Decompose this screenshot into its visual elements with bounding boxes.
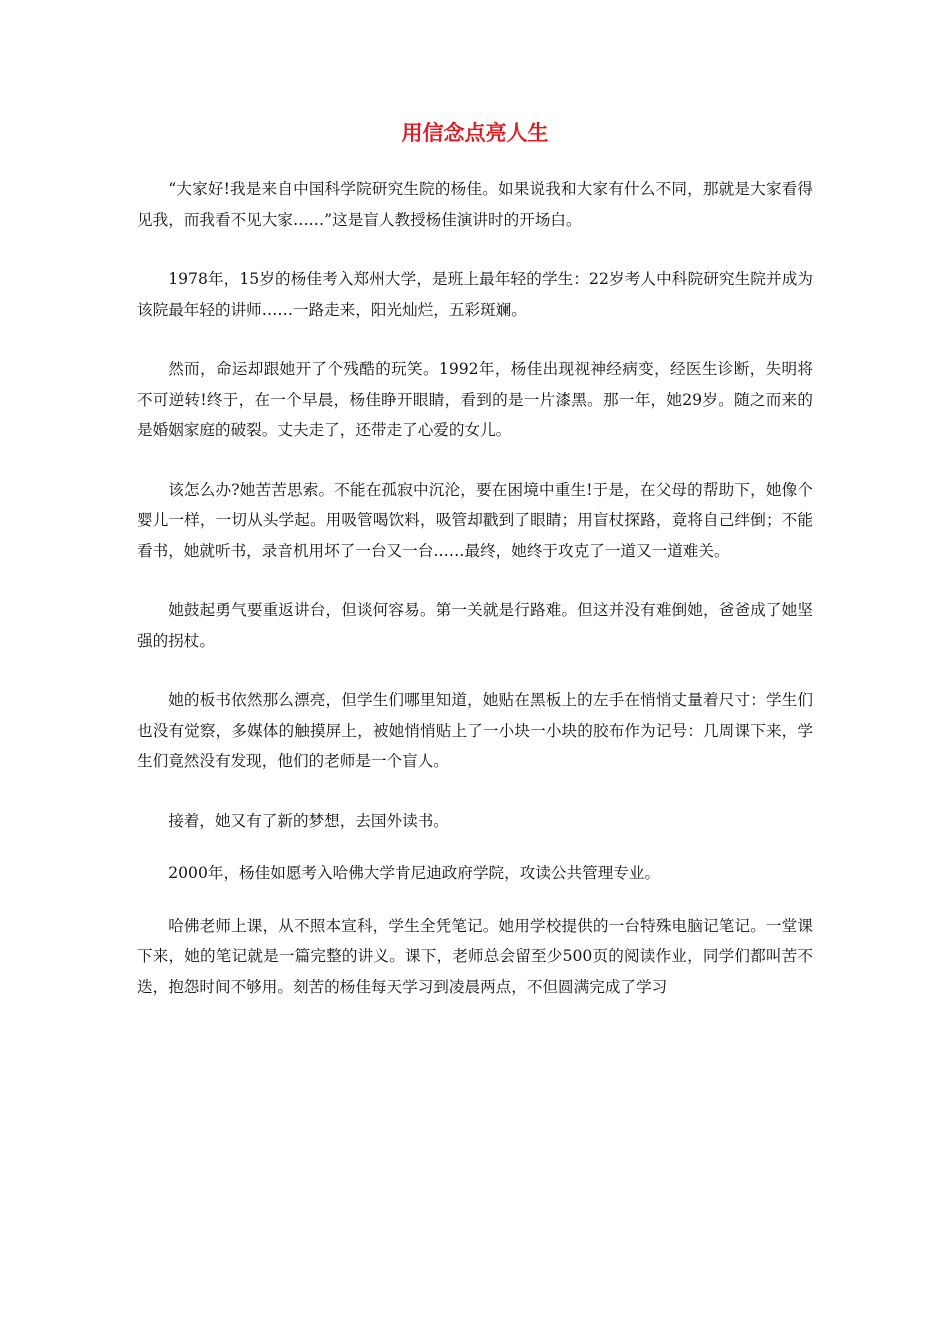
paragraph: 接着，她又有了新的梦想，去国外读书。 <box>168 811 449 830</box>
paragraph: 该怎么办?她苦苦思索。不能在孤寂中沉沦，要在困境中重生!于是，在父母的帮助下，她像个婴儿一样，一切从头学起。用吸管喝饮料，吸管却戳到了眼睛；用盲杖探路，竟将自己绊倒；不能看书，她就听书，录音机用坏了一台又一台……最终，她终于攻克了一道又一道难关。 <box>137 480 813 560</box>
paragraph: “大家好!我是来自中国科学院研究生院的杨佳。如果说我和大家有什么不同，那就是大家看得见我，而我看不见大家……”这是盲人教授杨佳演讲时的开场白。 <box>137 180 813 229</box>
document-title: 用信念点亮人生 <box>401 121 549 145</box>
paragraph: 1978年，15岁的杨佳考入郑州大学，是班上最年轻的学生：22岁考人中科院研究生院并成为该院最年轻的讲师……一路走来，阳光灿烂，五彩斑斓。 <box>137 270 813 319</box>
paragraph: 然而，命运却跟她开了个残酷的玩笑。1992年，杨佳出现视神经病变，经医生诊断，失明将不可逆转!终于，在一个早晨，杨佳睁开眼睛，看到的是一片漆黑。那一年，她29岁。随之而来的是婚姻家庭的破裂。丈夫走了，还带走了心爱的女儿。 <box>137 360 813 439</box>
paragraph: 哈佛老师上课，从不照本宣科，学生全凭笔记。她用学校提供的一台特殊电脑记笔记。一堂课下来，她的笔记就是一篇完整的讲义。课下，老师总会留至少500页的阅读作业，同学们都叫苦不迭，抱怨时间不够用。刻苦的杨佳每天学习到凌晨两点，不但圆满完成了学习 <box>137 916 813 996</box>
paragraph: 她鼓起勇气要重返讲台，但谈何容易。第一关就是行路难。但这并没有难倒她，爸爸成了她坚强的拐杖。 <box>137 601 813 650</box>
paragraph: 2000年，杨佳如愿考入哈佛大学肯尼迪政府学院，攻读公共管理专业。 <box>168 864 661 882</box>
paragraph: 她的板书依然那么漂亮，但学生们哪里知道，她贴在黑板上的左手在悄悄丈量着尺寸：学生们也没有觉察，多媒体的触摸屏上，被她悄悄贴上了一小块一小块的胶布作为记号：几周课下来，学生们竟然没有发现，他们的老师是一个盲人。 <box>137 691 813 770</box>
document-body <box>137 174 813 1031</box>
